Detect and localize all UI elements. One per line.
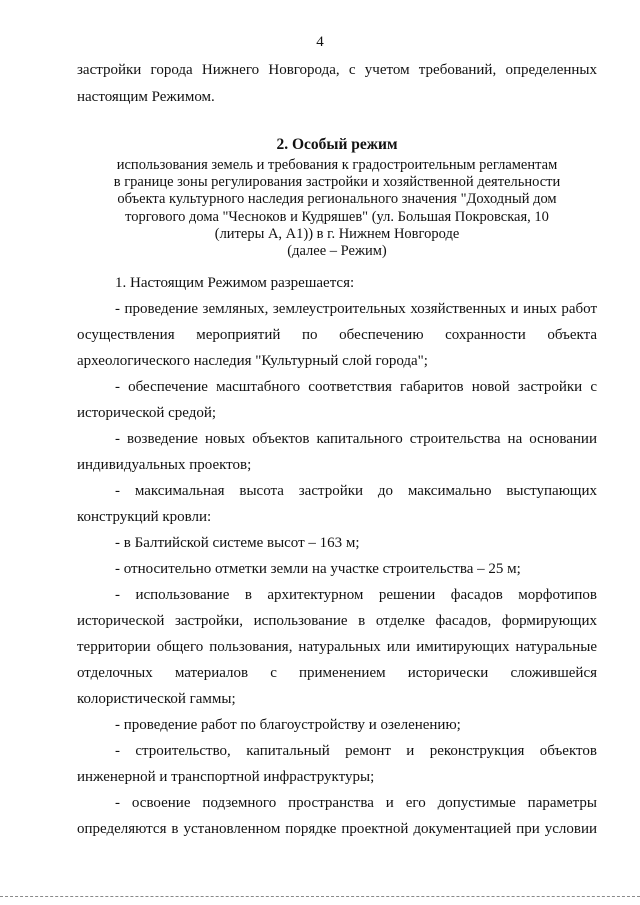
section-title: 2. Особый режим [276,136,398,153]
heading-line: (литеры А, А1)) в г. Нижнем Новгороде [214,225,460,242]
body-paragraph: - в Балтийской системе высот – 163 м; [115,535,360,551]
body-paragraph: - обеспечение масштабного соответствия габаритов новой застройки с исторической средой; [77,379,597,421]
body-paragraph: - проведение земляных, землеустроительных хозяйственных и иных работ осуществления мероприятий по обеспечению сохранности объекта археологического наследия "Культурный слой города"; [77,301,597,369]
body-paragraph: - максимальная высота застройки до максимально выступающих конструкций кровли: [77,483,597,525]
heading-line: объекта культурного наследия регионального значения "Доходный дом [117,191,557,208]
heading-line: торгового дома "Чесноков и Кудряшев" (ул. Большая Покровская, 10 [125,208,549,225]
heading-line: (далее – Режим) [287,243,387,260]
document-body [77,270,597,842]
body-paragraph: - строительство, капитальный ремонт и реконструкция объектов инженерной и транспортной инфраструктуры; [77,743,597,785]
heading-line: в границе зоны регулирования застройки и хозяйственной деятельности [113,174,561,191]
body-paragraph: - относительно отметки земли на участке строительства – 25 м; [115,561,521,577]
intro-paragraph: застройки города Нижнего Новгорода, с учетом требований, определенных настоящим Режимом. [77,62,597,105]
section-heading [77,136,597,260]
heading-line: использования земель и требования к градостроительным регламентам [116,157,558,173]
body-paragraph: - освоение подземного пространства и его допустимые параметры определяются в установленном порядке проектной документацией при условии [77,795,597,837]
body-paragraph: - использование в архитектурном решении фасадов морфотипов исторической застройки, использование в отделке фасадов, формирующих территории общего пользования, натуральных или имитирующих натуральные отделочных материалов с применением исторически сложившейся колористической гаммы; [77,587,597,707]
page-number: 4 [316,34,324,50]
body-paragraph: - возведение новых объектов капитального строительства на основании индивидуальных проектов; [77,431,597,473]
scan-edge-line [0,896,640,898]
body-paragraph: - проведение работ по благоустройству и озеленению; [115,717,461,733]
body-paragraph: 1. Настоящим Режимом разрешается: [115,275,355,291]
